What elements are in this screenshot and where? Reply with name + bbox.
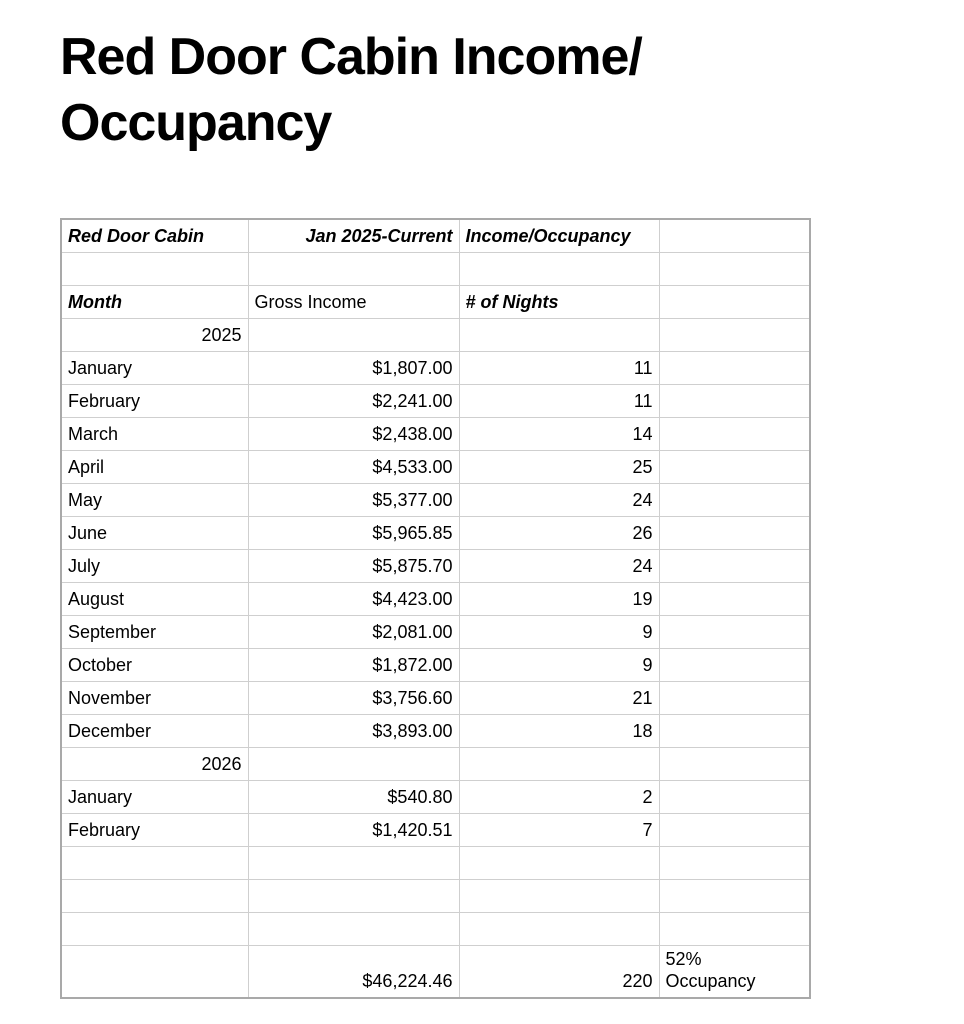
month-cell[interactable]: June [61, 516, 248, 549]
period-cell[interactable]: Jan 2025-Current [248, 219, 459, 252]
table-row [61, 483, 810, 516]
page-title-line-1: Red Door Cabin Income/ [60, 28, 642, 86]
empty-cell[interactable] [659, 516, 810, 549]
gross-income-cell[interactable]: $2,241.00 [248, 384, 459, 417]
table-row [61, 681, 810, 714]
empty-cell[interactable] [459, 846, 659, 879]
nights-cell[interactable]: 11 [459, 384, 659, 417]
empty-cell[interactable] [659, 879, 810, 912]
total-gross-income-cell[interactable]: $46,224.46 [248, 945, 459, 998]
page-title-line-2: Occupancy [60, 94, 332, 152]
month-cell[interactable]: March [61, 417, 248, 450]
empty-cell[interactable] [248, 912, 459, 945]
nights-cell[interactable]: 14 [459, 417, 659, 450]
gross-income-cell[interactable]: $4,533.00 [248, 450, 459, 483]
month-header-cell[interactable]: Month [61, 285, 248, 318]
empty-cell[interactable] [248, 747, 459, 780]
empty-cell[interactable] [659, 648, 810, 681]
empty-cell[interactable] [659, 483, 810, 516]
gross-income-cell[interactable]: $3,756.60 [248, 681, 459, 714]
nights-cell[interactable]: 24 [459, 549, 659, 582]
income-occupancy-table [60, 218, 811, 999]
nights-cell[interactable]: 25 [459, 450, 659, 483]
empty-cell[interactable] [659, 285, 810, 318]
empty-cell[interactable] [659, 549, 810, 582]
gross-income-cell[interactable]: $540.80 [248, 780, 459, 813]
month-cell[interactable]: September [61, 615, 248, 648]
table-row [61, 252, 810, 285]
year-cell[interactable]: 2026 [61, 747, 248, 780]
table-row [61, 450, 810, 483]
occupancy-cell[interactable] [659, 945, 810, 998]
month-cell[interactable]: January [61, 351, 248, 384]
month-cell[interactable]: August [61, 582, 248, 615]
table-row [61, 219, 810, 252]
gross-income-cell[interactable]: $2,438.00 [248, 417, 459, 450]
empty-cell[interactable] [659, 384, 810, 417]
month-cell[interactable]: May [61, 483, 248, 516]
month-cell[interactable]: December [61, 714, 248, 747]
empty-cell[interactable] [61, 846, 248, 879]
table-row [61, 648, 810, 681]
empty-cell[interactable] [659, 615, 810, 648]
month-cell[interactable]: July [61, 549, 248, 582]
nights-cell[interactable]: 19 [459, 582, 659, 615]
table-row [61, 384, 810, 417]
table-row [61, 879, 810, 912]
nights-cell[interactable]: 2 [459, 780, 659, 813]
empty-cell[interactable] [659, 813, 810, 846]
table-row [61, 516, 810, 549]
table-row [61, 351, 810, 384]
total-nights-cell[interactable]: 220 [459, 945, 659, 998]
empty-cell[interactable] [459, 912, 659, 945]
empty-cell[interactable] [248, 318, 459, 351]
nights-cell[interactable]: 7 [459, 813, 659, 846]
empty-cell[interactable] [659, 681, 810, 714]
empty-cell[interactable] [248, 846, 459, 879]
occupancy-line: Occupancy [665, 971, 756, 991]
empty-cell[interactable] [659, 912, 810, 945]
nights-cell[interactable]: 21 [459, 681, 659, 714]
empty-cell[interactable] [61, 252, 248, 285]
empty-cell[interactable] [659, 780, 810, 813]
empty-cell[interactable] [659, 219, 810, 252]
month-cell[interactable]: February [61, 384, 248, 417]
empty-cell[interactable] [459, 747, 659, 780]
nights-cell[interactable]: 24 [459, 483, 659, 516]
gross-income-cell[interactable]: $1,872.00 [248, 648, 459, 681]
table-row [61, 912, 810, 945]
nights-cell[interactable]: 26 [459, 516, 659, 549]
month-cell[interactable]: April [61, 450, 248, 483]
table-row [61, 780, 810, 813]
year-cell[interactable]: 2025 [61, 318, 248, 351]
table-row [61, 318, 810, 351]
nights-cell[interactable]: 11 [459, 351, 659, 384]
table-row [61, 813, 810, 846]
empty-cell[interactable] [659, 846, 810, 879]
empty-cell[interactable] [659, 417, 810, 450]
page-title [60, 24, 964, 156]
month-cell[interactable]: January [61, 780, 248, 813]
gross-income-cell[interactable]: $2,081.00 [248, 615, 459, 648]
gross-income-cell[interactable]: $5,377.00 [248, 483, 459, 516]
empty-cell[interactable] [659, 351, 810, 384]
empty-cell[interactable] [659, 714, 810, 747]
empty-cell[interactable] [659, 582, 810, 615]
nights-header-cell[interactable]: # of Nights [459, 285, 659, 318]
empty-cell[interactable] [459, 879, 659, 912]
occupancy-line: 52% [665, 949, 702, 969]
empty-cell[interactable] [659, 747, 810, 780]
table-row [61, 846, 810, 879]
gross-income-cell[interactable]: $1,807.00 [248, 351, 459, 384]
table-row [61, 582, 810, 615]
table-row [61, 285, 810, 318]
cabin-name-cell[interactable]: Red Door Cabin [61, 219, 248, 252]
table-row [61, 945, 810, 998]
empty-cell[interactable] [61, 945, 248, 998]
month-cell[interactable]: February [61, 813, 248, 846]
gross-income-cell[interactable]: $3,893.00 [248, 714, 459, 747]
table-row [61, 549, 810, 582]
table-row [61, 714, 810, 747]
empty-cell[interactable] [248, 879, 459, 912]
nights-cell[interactable]: 9 [459, 648, 659, 681]
empty-cell[interactable] [659, 450, 810, 483]
month-cell[interactable]: October [61, 648, 248, 681]
gross-income-cell[interactable]: $5,965.85 [248, 516, 459, 549]
empty-cell[interactable] [459, 318, 659, 351]
income-occupancy-label-cell[interactable]: Income/Occupancy [459, 219, 659, 252]
empty-cell[interactable] [459, 252, 659, 285]
table-row [61, 747, 810, 780]
table-row [61, 417, 810, 450]
gross-income-cell[interactable]: $5,875.70 [248, 549, 459, 582]
empty-cell[interactable] [659, 252, 810, 285]
empty-cell[interactable] [659, 318, 810, 351]
empty-cell[interactable] [61, 912, 248, 945]
gross-income-cell[interactable]: $1,420.51 [248, 813, 459, 846]
nights-cell[interactable]: 18 [459, 714, 659, 747]
month-cell[interactable]: November [61, 681, 248, 714]
table-row [61, 615, 810, 648]
empty-cell[interactable] [248, 252, 459, 285]
nights-cell[interactable]: 9 [459, 615, 659, 648]
empty-cell[interactable] [61, 879, 248, 912]
gross-income-header-cell[interactable]: Gross Income [248, 285, 459, 318]
gross-income-cell[interactable]: $4,423.00 [248, 582, 459, 615]
